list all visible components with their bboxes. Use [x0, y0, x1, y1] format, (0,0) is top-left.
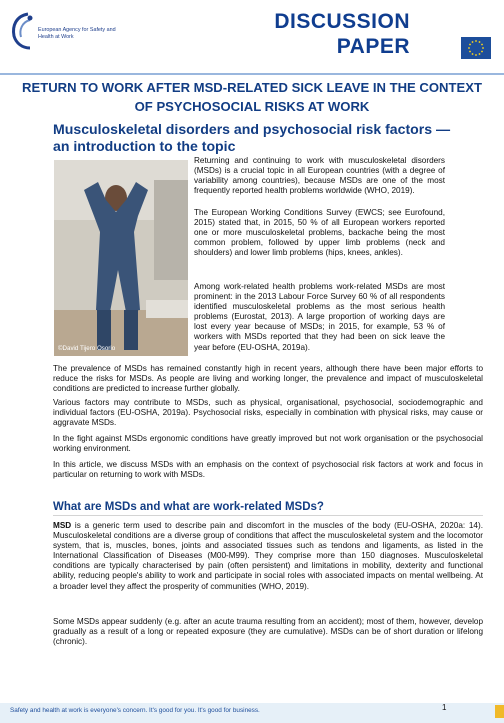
photo-illustration: [54, 160, 188, 356]
paragraph-4: The prevalence of MSDs has remained constantly high in recent years, although there have been major efforts to reduce the risks for MSDs. As people are living and working longer, the prevalence and impact of musculoskeletal conditions are predicted to increase further globally.: [53, 364, 483, 394]
subsection-divider: [53, 515, 483, 516]
cover-photo: [54, 160, 188, 356]
footer-accent: [495, 705, 504, 718]
paragraph-5: Various factors may contribute to MSDs, such as physical, organisational, psychosocial, sociodemographic and individual factors (EU-OSHA, 2019a). Psychosocial risks, especially in combination with physical risks, may cause or aggravate MSDs.: [53, 398, 483, 428]
msd-term: MSD: [53, 521, 72, 530]
subsection-paragraph-2: Some MSDs appear suddenly (e.g. after an acute trauma resulting from an accident); most of them, however, develop gradually as a result of a long or repeated exposure (they are cumulative). MSDs can be of short duration or lifelong (chronic).: [53, 617, 483, 647]
page-title: RETURN TO WORK AFTER MSD-RELATED SICK LEAVE IN THE CONTEXT OF PSYCHOSOCIAL RISKS AT WORK: [22, 80, 482, 114]
page-number: 1: [442, 703, 447, 712]
footer-tagline: Safety and health at work is everyone's concern. It's good for you. It's good for business.: [10, 707, 260, 714]
document-type-line2: PAPER: [336, 35, 410, 58]
eu-flag-icon: [461, 37, 491, 59]
header: [0, 0, 504, 73]
header-divider: [0, 73, 504, 75]
paragraph-3: Among work-related health problems work-related MSDs are most prominent: in the 2013 Labour Force Survey 60 % of all respondents identified musculoskeletal problems as the most serious health problems (Eurostat, 2013). A large proportion of working days are lost every year because of MSDs; in 2015, for example, 53 % of workers with MSDs reported that they had been on sick leave the year before (EU-OSHA, 2019a).: [194, 282, 445, 352]
paragraph-2: The European Working Conditions Survey (EWCS; see Eurofound, 2015) stated that, in 2015, 50 % of all European workers reported one or more musculoskeletal problems, backache being the most common problem, followed by upper limb problems (neck and shoulders) and lower limb problems (hips, knees, ankles).: [194, 208, 445, 258]
eu-osha-logo: [10, 10, 130, 60]
document-type: [274, 9, 410, 59]
subsection-paragraph-1: [53, 521, 483, 592]
photo-credit: ©David Tijero Osorio: [58, 345, 116, 352]
document-type-line1: DISCUSSION: [274, 10, 410, 33]
paragraph-6: In the fight against MSDs ergonomic conditions have greatly improved but not work organisation or the psychosocial working environment.: [53, 434, 483, 454]
paragraph-1: Returning and continuing to work with musculoskeletal disorders (MSDs) is a crucial topic in all European countries (with a degree of variability among countries), because MSDs are one of the most frequently reported health problems worldwide (WHO, 2019).: [194, 156, 445, 196]
msd-definition: is a generic term used to describe pain and discomfort in the muscles of the body (EU-OSHA, 2020a: 14). Musculoskeletal conditions are a diverse group of conditions that affect the musculoskeletal system and the locomotor system, that is, muscles, bones, joints and associated tissues such as tendons and ligaments, as listed in the International Classification of Diseases (M00-M99). They comprise more than 150 diagnoses. Musculoskeletal conditions are typically characterised by pain (often persistent) and limitations in mobility, dexterity and functional ability, reducing people's ability to work and participate in social roles with associated impacts on mental wellbeing. At a broader level they affect the prosperity of communities (WHO, 2019).: [53, 521, 483, 591]
eu-osha-logo-icon: [10, 12, 36, 50]
agency-name: European Agency for Safety and Health at Work: [38, 27, 116, 40]
paragraph-7: In this article, we discuss MSDs with an emphasis on the context of psychosocial risk factors at work and focus in particular on returning to work with MSDs.: [53, 460, 483, 480]
section-title: Musculoskeletal disorders and psychosocial risk factors — an introduction to the topic: [53, 121, 451, 154]
subsection-title: What are MSDs and what are work-related MSDs?: [53, 501, 324, 513]
